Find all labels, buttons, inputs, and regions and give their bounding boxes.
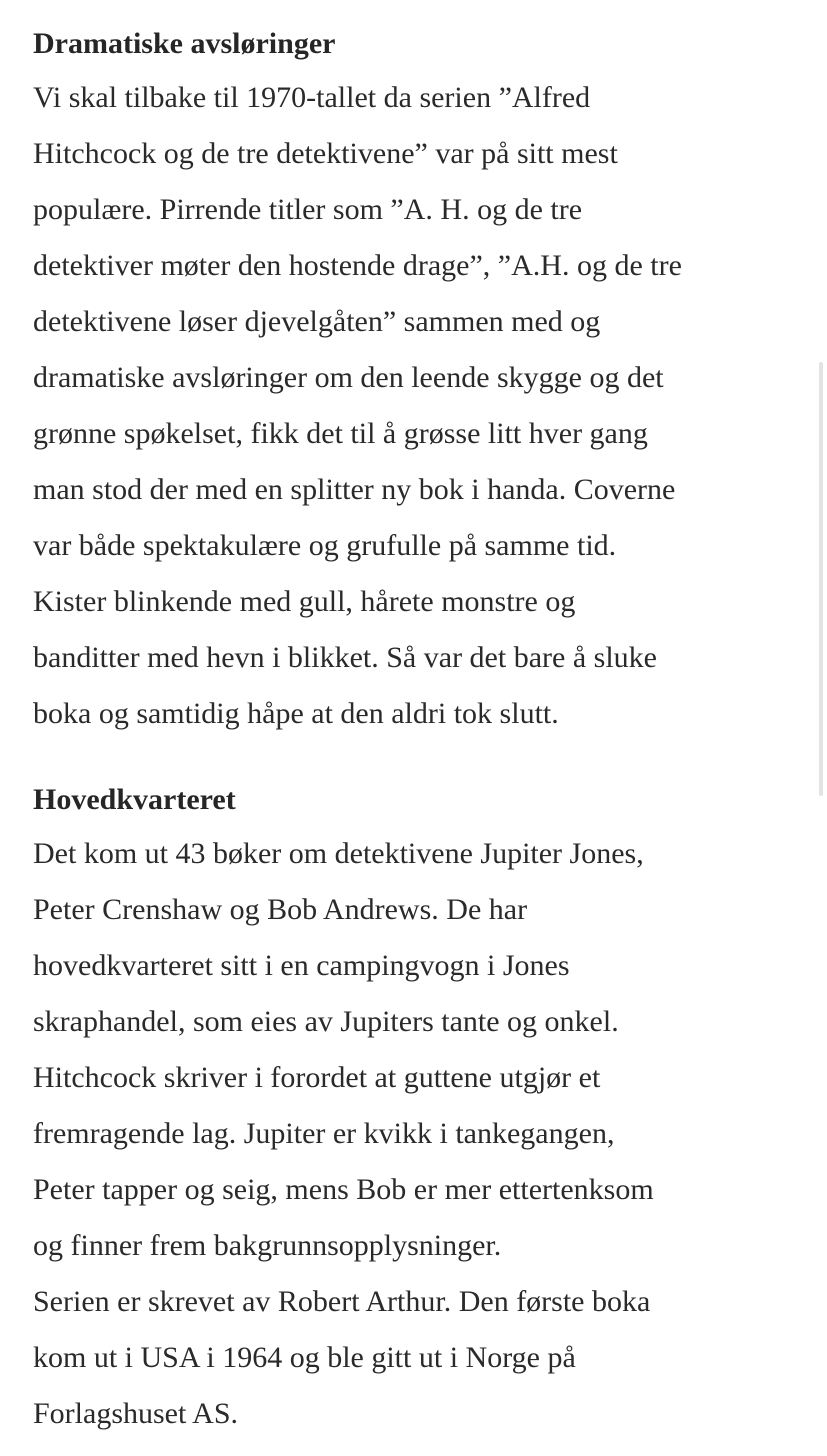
section-spacer — [33, 742, 809, 774]
scrollbar[interactable] — [819, 362, 823, 796]
section-paragraph: Det kom ut 43 bøker om detektivene Jupiter Jones, Peter Crenshaw og Bob Andrews. De har hovedkvarteret sitt i en campingvogn i Jones skraphandel, som eies av Jupiters tante og onkel. Hitchcock skriver i forordet at guttene utgjør et fremragende lag. Jupiter er kvikk i tankegangen, Peter tapper og seig, mens Bob er mer ettertenksom og finner frem bakgrunnsopplysninger. — [33, 837, 654, 1262]
article-body — [33, 18, 809, 1442]
section-heading-dramatiske-avsloringer: Dramatiske avsløringer — [33, 27, 336, 60]
section-heading-hovedkvarteret: Hovedkvarteret — [33, 783, 236, 816]
section-paragraph: Vi skal tilbake til 1970-tallet da serien ”Alfred Hitchcock og de tre detektivene” var på sitt mest populære. Pirrende titler som ”A. H. og de tre detektiver møter den hostende drage”, ”A.H. og de tre detektivene løser djevelgåten” sammen med og dramatiske avsløringer om den leende skygge og det grønne spøkelset, fikk det til å grøsse litt hver gang man stod der med en splitter ny bok i handa. Coverne var både spektakulære og grufulle på samme tid. Kister blinkende med gull, hårete monstre og banditter med hevn i blikket. Så var det bare å sluke boka og samtidig håpe at den aldri tok slutt. — [33, 81, 682, 730]
section-paragraph: Serien er skrevet av Robert Arthur. Den første boka kom ut i USA i 1964 og ble gitt ut i Norge på Forlagshuset AS. — [33, 1285, 651, 1430]
